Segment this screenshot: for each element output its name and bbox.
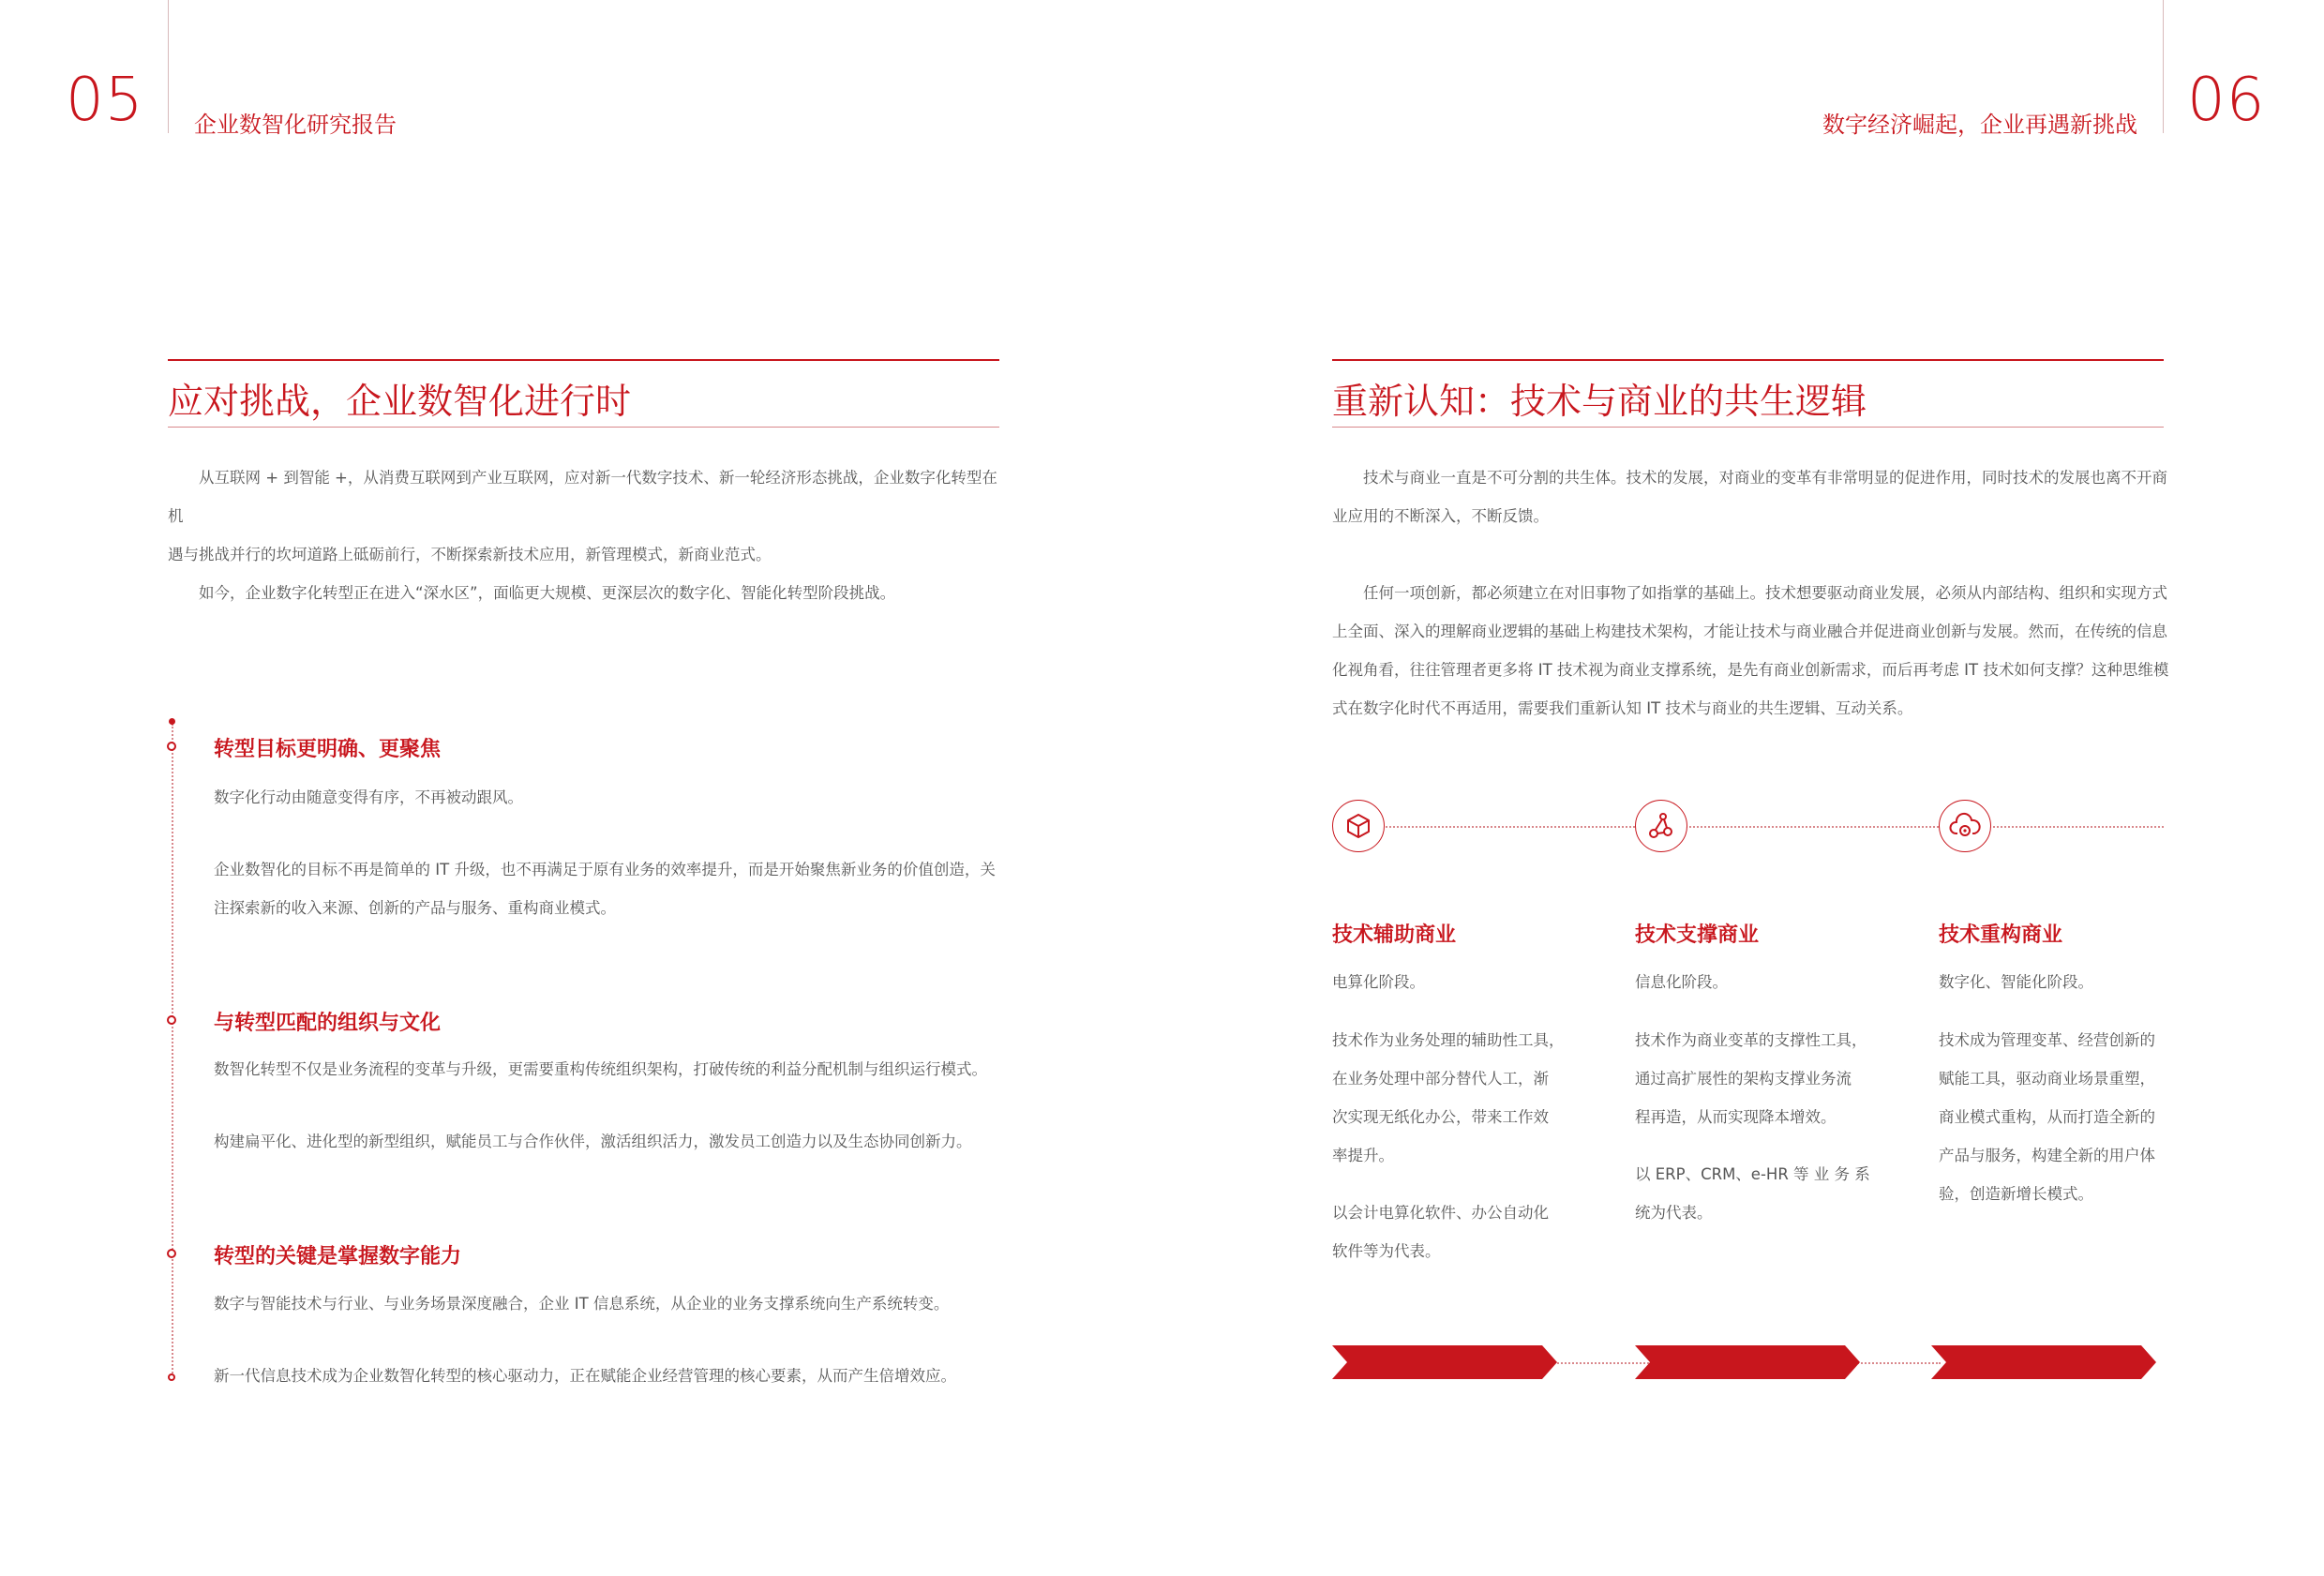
- col-2-line-2: 通过高扩展性的架构支撑业务流: [1635, 1070, 1852, 1088]
- col-1-line-3: 次实现无纸化办公，带来工作效: [1332, 1108, 1549, 1126]
- col-2-title: 技术支撑商业: [1635, 923, 1760, 947]
- timeline-start-dot: [169, 718, 175, 725]
- point-1-body: [214, 778, 1020, 927]
- col-3-line-5: 验，创造新增长模式。: [1939, 1185, 2093, 1203]
- point-1-line-3: 注探索新的收入来源、创新的产品与服务、重构商业模式。: [214, 899, 616, 917]
- left-page-number: 05: [66, 66, 144, 135]
- col-2-line-3: 程再造，从而实现降本增效。: [1635, 1108, 1837, 1126]
- col-2-line-1: 技术作为商业变革的支撑性工具，: [1635, 1031, 1867, 1049]
- right-intro-paragraph-1: [1332, 458, 2176, 535]
- right-intro-line-4: 上全面、深入的理解商业逻辑的基础上构建技术架构，才能让技术与商业融合并促进商业创新与发展。然而，在传统的信息: [1332, 623, 2167, 640]
- timeline-dot-3: [167, 1249, 176, 1258]
- right-intro-line-1: 技术与商业一直是不可分割的共生体。技术的发展，对商业的变革有非常明显的促进作用，同时技术的发展也离不开商: [1363, 469, 2167, 487]
- left-title-rule-bottom: [168, 427, 999, 428]
- col-3-line-4: 产品与服务，构建全新的用户体: [1939, 1147, 2155, 1164]
- cloud-gear-icon: [1939, 800, 1991, 852]
- point-2-line-1: 数智化转型不仅是业务流程的变革与升级，更需要重构传统组织架构，打破传统的利益分配机制与组织运行模式。: [214, 1060, 987, 1078]
- right-title-rule-top: [1332, 359, 2164, 361]
- point-2-title: 与转型匹配的组织与文化: [214, 1012, 442, 1035]
- point-1-title: 转型目标更明确、更聚焦: [214, 738, 442, 761]
- point-3-title: 转型的关键是掌握数字能力: [214, 1245, 462, 1268]
- right-intro-line-6: 式在数字化时代不再适用，需要我们重新认知 IT 技术与商业的共生逻辑、互动关系。: [1332, 699, 1913, 717]
- col-3-line-2: 赋能工具，驱动商业场景重塑，: [1939, 1070, 2155, 1088]
- arrow-banner-2: [1635, 1345, 1860, 1379]
- col-1-line-1: 技术作为业务处理的辅助性工具，: [1332, 1031, 1565, 1049]
- left-intro-paragraph: [168, 458, 1012, 574]
- right-intro-line-2: 业应用的不断深入，不断反馈。: [1332, 507, 1549, 525]
- arrow-banner-1: [1332, 1345, 1557, 1379]
- right-page-number: 06: [2187, 66, 2266, 135]
- right-intro-paragraph-2: [1332, 574, 2176, 728]
- arrow-banner-3: [1931, 1345, 2156, 1379]
- col-1-stage: 电算化阶段。: [1332, 973, 1425, 991]
- network-icon: [1635, 800, 1687, 852]
- right-intro-line-3: 任何一项创新，都必须建立在对旧事物了如指掌的基础上。技术想要驱动商业发展，必须从内部结构、组织和实现方式: [1363, 584, 2167, 602]
- col-2-body: [1635, 1021, 1879, 1232]
- left-intro-line-1: 从互联网 + 到智能 +，从消费互联网到产业互联网，应对新一代数字技术、新一轮经济形态挑战，企业数字化转型在机: [168, 469, 997, 525]
- point-3-line-1: 数字与智能技术与行业、与业务场景深度融合，企业 IT 信息系统，从企业的业务支撑系统向生产系统转变。: [214, 1295, 950, 1313]
- timeline-end-dot: [168, 1373, 175, 1381]
- col-1-example-1: 以会计电算化软件、办公自动化: [1332, 1204, 1549, 1222]
- col-3-line-1: 技术成为管理变革、经营创新的: [1939, 1031, 2155, 1049]
- col-2-example-2: 统为代表。: [1635, 1204, 1713, 1222]
- left-intro-paragraph-2: [168, 574, 1012, 612]
- col-3-body: [1939, 1021, 2182, 1213]
- col-1-line-2: 在业务处理中部分替代人工，渐: [1332, 1070, 1549, 1088]
- right-section-title: 重新认知：技术与商业的共生逻辑: [1332, 381, 1867, 422]
- point-3-body: [214, 1284, 1020, 1395]
- timeline-line: [172, 724, 173, 1376]
- point-2-line-2: 构建扁平化、进化型的新型组织，赋能员工与合作伙伴，激活组织活力，激发员工创造力以及生态协同创新力。: [214, 1133, 972, 1150]
- col-3-title: 技术重构商业: [1939, 923, 2063, 947]
- point-3-line-2: 新一代信息技术成为企业数智化转型的核心驱动力，正在赋能企业经营管理的核心要素，从而产生倍增效应。: [214, 1367, 956, 1385]
- col-1-body: [1332, 1021, 1576, 1270]
- point-1-line-2: 企业数智化的目标不再是简单的 IT 升级，也不再满足于原有业务的效率提升，而是开始聚焦新业务的价值创造，关: [214, 861, 996, 878]
- point-1-line-1: 数字化行动由随意变得有序，不再被动跟风。: [214, 788, 523, 806]
- left-header-divider: [168, 0, 169, 133]
- left-page-header: 企业数智化研究报告: [194, 112, 397, 138]
- col-1-line-4: 率提升。: [1332, 1147, 1394, 1164]
- cube-icon: [1332, 800, 1385, 852]
- col-1-title: 技术辅助商业: [1332, 923, 1457, 947]
- col-2-stage: 信息化阶段。: [1635, 973, 1728, 991]
- right-title-rule-bottom: [1332, 427, 2164, 428]
- timeline-dot-1: [167, 742, 176, 751]
- col-3-line-3: 商业模式重构，从而打造全新的: [1939, 1108, 2155, 1126]
- timeline-dot-2: [167, 1015, 176, 1025]
- col-1-example-2: 软件等为代表。: [1332, 1242, 1441, 1260]
- col-2-example-1: 以 ERP、CRM、e-HR 等 业 务 系: [1635, 1165, 1870, 1183]
- left-section-title: 应对挑战，企业数智化进行时: [168, 381, 632, 422]
- left-intro-line-3: 如今，企业数字化转型正在进入“深水区”，面临更大规模、更深层次的数字化、智能化转型阶段挑战。: [199, 584, 896, 602]
- left-intro-line-2: 遇与挑战并行的坎坷道路上砥砺前行，不断探索新技术应用，新管理模式，新商业范式。: [168, 546, 772, 563]
- point-2-body: [214, 1050, 1020, 1161]
- right-intro-line-5: 化视角看，往往管理者更多将 IT 技术视为商业支撑系统，是先有商业创新需求，而后再考虑 IT 技术如何支撑？这种思维模: [1332, 661, 2169, 679]
- right-header-divider: [2163, 0, 2164, 133]
- col-3-stage: 数字化、智能化阶段。: [1939, 973, 2093, 991]
- right-page-header: 数字经济崛起，企业再遇新挑战: [1822, 112, 2137, 138]
- icon-connector-line: [1359, 826, 2164, 828]
- left-title-rule-top: [168, 359, 999, 361]
